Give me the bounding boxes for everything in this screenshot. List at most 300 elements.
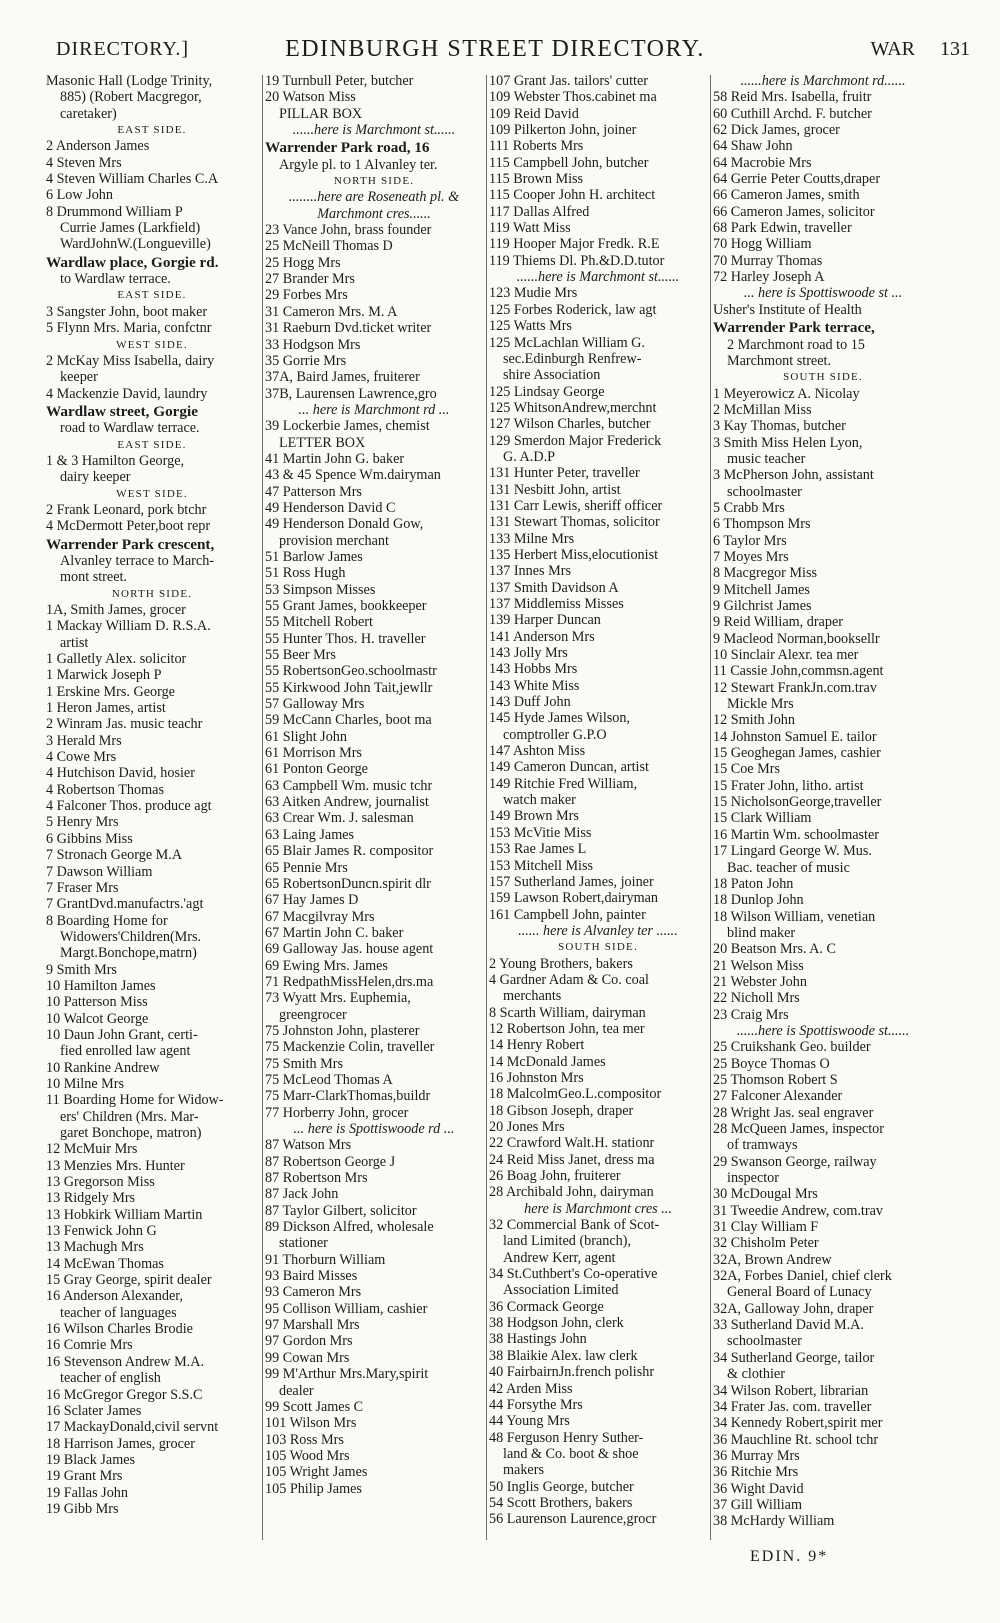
directory-entry: 6 Thompson Mrs [713, 516, 811, 533]
street-heading: Wardlaw street, Gorgie [46, 403, 198, 420]
directory-entry: 119 Watt Miss [489, 220, 571, 237]
entry-continuation: Marchmont street. [727, 352, 832, 369]
directory-entry: 16 Johnston Mrs [489, 1069, 584, 1086]
directory-entry: 61 Slight John [265, 728, 347, 745]
directory-entry: 43 & 45 Spence Wm.dairyman [265, 467, 441, 484]
directory-entry: 25 Cruikshank Geo. builder [713, 1039, 871, 1056]
directory-entry: 97 Gordon Mrs [265, 1333, 353, 1350]
entry-continuation: road to Wardlaw terrace. [60, 420, 200, 437]
directory-entry: 15 Gray George, spirit dealer [46, 1272, 212, 1289]
directory-entry: 36 Cormack George [489, 1298, 604, 1315]
directory-entry: 25 McNeill Thomas D [265, 238, 393, 255]
directory-entry: 19 Grant Mrs [46, 1468, 123, 1485]
directory-entry: 25 Thomson Robert S [713, 1071, 838, 1088]
directory-entry: 12 Smith John [713, 712, 795, 729]
directory-entry: 4 McDermott Peter,boot repr [46, 518, 211, 535]
directory-entry: 139 Harper Duncan [489, 612, 601, 629]
directory-entry: 105 Wright James [265, 1464, 368, 1481]
directory-entry: 4 Gardner Adam & Co. coal [489, 971, 649, 988]
side-heading: NORTH SIDE. [111, 587, 193, 600]
directory-entry: 23 Craig Mrs [713, 1006, 789, 1023]
directory-entry: 153 Mitchell Miss [489, 857, 594, 874]
directory-entry: 3 Kay Thomas, butcher [713, 418, 846, 435]
entry-continuation: General Board of Lunacy [727, 1284, 872, 1301]
page-number: WAR 131 [870, 38, 970, 60]
directory-entry: 27 Brander Mrs [265, 271, 355, 288]
directory-entry: 99 Scott James C [265, 1398, 364, 1415]
directory-entry: 17 Lingard George W. Mus. [713, 843, 872, 860]
entry-continuation: WardJohnW.(Longueville) [60, 236, 211, 253]
directory-entry: 16 Wilson Charles Brodie [46, 1321, 193, 1338]
cross-street-note: ......here is Spottiswoode st...... [736, 1022, 910, 1039]
directory-entry: 29 Forbes Mrs [265, 287, 348, 304]
directory-entry: 1 Mackay William D. R.S.A. [46, 618, 211, 635]
entry-continuation: fied enrolled law agent [60, 1043, 191, 1060]
entry-continuation: Andrew Kerr, agent [503, 1249, 616, 1266]
directory-entry: 38 Hastings John [489, 1331, 587, 1348]
directory-entry: 64 Shaw John [713, 138, 793, 155]
directory-entry: 55 Kirkwood John Tait,jewllr [265, 679, 433, 696]
directory-entry: 131 Stewart Thomas, solicitor [489, 514, 660, 531]
directory-entry: 19 Fallas John [46, 1484, 128, 1501]
directory-entry: 149 Cameron Duncan, artist [489, 759, 649, 776]
directory-entry: 125 WhitsonAndrew,merchnt [489, 399, 657, 416]
cross-street-note: ........here are Roseneath pl. & [288, 189, 460, 206]
directory-entry: 18 Dunlop John [713, 892, 804, 909]
directory-entry: 123 Mudie Mrs [489, 285, 578, 302]
side-heading: WEST SIDE. [116, 338, 188, 351]
directory-entry: 19 Black James [46, 1451, 136, 1468]
directory-entry: 63 Aitken Andrew, journalist [265, 794, 429, 811]
directory-entry: 2 McKay Miss Isabella, dairy [46, 352, 215, 369]
directory-entry: 58 Reid Mrs. Isabella, fruitr [713, 89, 872, 106]
directory-entry: 143 Jolly Mrs [489, 645, 568, 662]
directory-entry: 13 Gregorson Miss [46, 1174, 155, 1191]
directory-entry: 5 Flynn Mrs. Maria, confctnr [46, 320, 212, 337]
entry-continuation: Widowers'Children(Mrs. [60, 928, 202, 945]
directory-entry: 149 Brown Mrs [489, 808, 579, 825]
directory-entry: 15 Coe Mrs [713, 761, 780, 778]
directory-entry: 55 Beer Mrs [265, 647, 336, 664]
entry-continuation: caretaker) [60, 105, 117, 122]
directory-entry: 67 Hay James D [265, 892, 359, 909]
directory-entry: 4 Falconer Thos. produce agt [46, 798, 212, 815]
directory-entry: 66 Cameron James, smith [713, 187, 860, 204]
directory-entry: 30 McDougal Mrs [713, 1186, 818, 1203]
directory-entry: 6 Low John [46, 187, 113, 204]
directory-entry: 15 Geoghegan James, cashier [713, 745, 881, 762]
directory-entry: Usher's Institute of Health [713, 301, 862, 318]
directory-entry: 153 Rae James L [489, 841, 587, 858]
cross-street-note: ......here is Marchmont st...... [516, 269, 680, 286]
directory-entry: 24 Reid Miss Janet, dress ma [489, 1151, 655, 1168]
directory-entry: 105 Philip James [265, 1480, 362, 1497]
directory-entry: 2 Winram Jas. music teachr [46, 716, 203, 733]
directory-entry: 37B, Laurensen Lawrence,gro [265, 385, 437, 402]
directory-entry: 14 Henry Robert [489, 1037, 585, 1054]
directory-entry: 28 Archibald John, dairyman [489, 1184, 654, 1201]
entry-continuation: Alvanley terrace to March- [60, 552, 215, 569]
directory-entry: 9 Gilchrist James [713, 598, 812, 614]
directory-entry: 131 Nesbitt John, artist [489, 481, 621, 498]
directory-entry: 10 Daun John Grant, certi- [46, 1026, 198, 1043]
directory-entry: 12 McMuir Mrs [46, 1141, 138, 1158]
directory-entry: 15 Clark William [713, 810, 812, 827]
directory-entry: 95 Collison William, cashier [265, 1300, 428, 1317]
directory-entry: 145 Hyde James Wilson, [489, 710, 631, 727]
entry-continuation: schoolmaster [727, 483, 802, 500]
directory-entry: 20 Beatson Mrs. A. C [713, 941, 836, 958]
directory-entry: 6 Taylor Mrs [713, 532, 787, 549]
directory-entry: 137 Smith Davidson A [489, 579, 619, 596]
directory-entry: 66 Cameron James, solicitor [713, 203, 875, 220]
directory-entry: 69 Galloway Jas. house agent [265, 941, 434, 958]
directory-entry: 47 Patterson Mrs [265, 483, 362, 500]
directory-entry: 135 Herbert Miss,elocutionist [489, 546, 659, 563]
directory-entry: 54 Scott Brothers, bakers [489, 1494, 633, 1511]
directory-entry: 32 Commercial Bank of Scot- [489, 1217, 660, 1234]
directory-entry: 7 Stronach George M.A [46, 847, 183, 864]
directory-entry: 75 Mackenzie Colin, traveller [265, 1039, 435, 1056]
directory-entry: 10 Sinclair Alexr. tea mer [713, 647, 859, 664]
directory-entry: 3 Smith Miss Helen Lyon, [713, 434, 863, 451]
entry-continuation: stationer [279, 1235, 328, 1252]
column-divider [710, 75, 711, 1540]
side-heading: EAST SIDE. [117, 438, 187, 451]
directory-entry: 31 Raeburn Dvd.ticket writer [265, 320, 432, 337]
directory-entry: 70 Murray Thomas [713, 252, 823, 269]
directory-entry: 127 Wilson Charles, butcher [489, 416, 651, 433]
directory-entry: 115 Campbell John, butcher [489, 154, 649, 171]
street-heading: Warrender Park road, 16 [265, 140, 430, 157]
directory-entry: 143 White Miss [489, 677, 580, 694]
directory-entry: 99 Cowan Mrs [265, 1349, 350, 1366]
directory-entry: 161 Campbell John, painter [489, 906, 646, 923]
directory-entry: 31 Tweedie Andrew, com.trav [713, 1202, 883, 1219]
directory-entry: 28 McQueen James, inspector [713, 1121, 884, 1137]
directory-entry: 125 McLachlan William G. [489, 334, 645, 351]
directory-entry: 18 Paton John [713, 875, 794, 892]
directory-entry: 8 Boarding Home for [46, 912, 168, 929]
directory-entry: 31 Clay William F [713, 1219, 819, 1236]
entry-continuation: Association Limited [503, 1282, 619, 1299]
directory-entry: 117 Dallas Alfred [489, 203, 590, 220]
directory-entry: 1 Heron James, artist [46, 700, 166, 717]
entry-continuation: greengrocer [279, 1006, 347, 1023]
directory-entry: 10 Milne Mrs [46, 1075, 125, 1092]
directory-entry: 61 Ponton George [265, 761, 368, 778]
directory-entry: 39 Lockerbie James, chemist [265, 418, 430, 435]
directory-entry: 64 Gerrie Peter Coutts,draper [713, 171, 881, 188]
entry-continuation: land & Co. boot & shoe [503, 1445, 639, 1462]
directory-entry: 10 Walcot George [46, 1010, 149, 1027]
column-3 [489, 73, 707, 1543]
entry-continuation: Argyle pl. to 1 Alvanley ter. [279, 156, 438, 173]
directory-entry: 63 Laing James [265, 826, 355, 843]
directory-entry: 57 Galloway Mrs [265, 696, 365, 713]
directory-entry: 65 Blair James R. compositor [265, 843, 434, 860]
directory-entry: 18 Wilson William, venetian [713, 908, 876, 925]
entry-continuation: 2 Marchmont road to 15 [727, 336, 865, 353]
directory-entry: 22 Nicholl Mrs [713, 990, 800, 1007]
directory-entry: Masonic Hall (Lodge Trinity, [46, 73, 213, 89]
directory-entry: 2 Anderson James [46, 138, 150, 155]
directory-entry: 93 Baird Misses [265, 1268, 358, 1285]
entry-continuation: Currie James (Larkfield) [60, 220, 201, 237]
directory-entry: 68 Park Edwin, traveller [713, 220, 852, 237]
directory-entry: 87 Jack John [265, 1186, 339, 1203]
cross-street-note: ... here is Spottiswoode st ... [743, 285, 903, 302]
directory-entry: 149 Ritchie Fred William, [489, 775, 638, 792]
directory-entry: 1A, Smith James, grocer [46, 602, 186, 618]
entry-continuation: ers' Children (Mrs. Mar- [60, 1108, 199, 1125]
directory-entry: 63 Crear Wm. J. salesman [265, 810, 414, 827]
directory-entry: 157 Sutherland James, joiner [489, 873, 654, 890]
directory-entry: 125 Watts Mrs [489, 318, 572, 335]
entry-continuation: comptroller G.P.O [503, 726, 607, 743]
directory-entry: 49 Henderson David C [265, 499, 396, 516]
directory-entry: 25 Boyce Thomas O [713, 1055, 830, 1072]
directory-entry: 33 Sutherland David M.A. [713, 1317, 864, 1334]
directory-entry: 8 Drummond William P [46, 203, 183, 220]
directory-entry: 18 MalcolmGeo.L.compositor [489, 1086, 662, 1103]
directory-entry: 31 Cameron Mrs. M. A [265, 303, 398, 320]
directory-entry: 119 Thiems Dl. Ph.&D.D.tutor [489, 252, 665, 269]
column-4 [713, 73, 933, 1543]
directory-entry: 125 Lindsay George [489, 383, 605, 400]
directory-entry: 65 Pennie Mrs [265, 859, 348, 876]
entry-continuation: dealer [279, 1382, 314, 1399]
cross-street-note: here is Marchmont cres ... [524, 1200, 672, 1217]
directory-entry: 16 McGregor Gregor S.S.C [46, 1386, 203, 1403]
directory-entry: 14 Johnston Samuel E. tailor [713, 728, 877, 745]
directory-entry: 125 Forbes Roderick, law agt [489, 301, 657, 318]
cross-street-note: ... here is Marchmont rd ... [298, 401, 450, 418]
directory-entry: 87 Taylor Gilbert, solicitor [265, 1202, 417, 1219]
directory-entry: 55 Grant James, bookkeeper [265, 598, 427, 614]
directory-entry: 89 Dickson Alfred, wholesale [265, 1219, 434, 1236]
directory-entry: 23 Vance John, brass founder [265, 222, 432, 239]
directory-entry: 87 Robertson Mrs [265, 1170, 368, 1187]
directory-entry: 65 RobertsonDuncn.spirit dlr [265, 875, 431, 892]
entry-continuation: & clothier [727, 1366, 785, 1383]
entry-continuation: to Wardlaw terrace. [60, 271, 171, 288]
directory-entry: 42 Arden Miss [489, 1380, 573, 1397]
directory-entry: 32 Chisholm Peter [713, 1235, 819, 1252]
entry-continuation: 885) (Robert Macgregor, [60, 89, 202, 106]
directory-entry: 18 Gibson Joseph, draper [489, 1102, 634, 1119]
directory-entry: 9 Mitchell James [713, 581, 810, 598]
directory-entry: 109 Webster Thos.cabinet ma [489, 89, 657, 106]
directory-entry: 59 McCann Charles, boot ma [265, 712, 432, 729]
directory-entry: 4 Steven Mrs [46, 154, 122, 171]
side-heading: SOUTH SIDE. [558, 941, 638, 954]
directory-entry: 15 Frater John, litho. artist [713, 777, 864, 794]
directory-entry: 27 Falconer Alexander [713, 1088, 843, 1105]
street-heading: Wardlaw place, Gorgie rd. [46, 254, 219, 271]
directory-entry: 11 Cassie John,commsn.agent [713, 663, 884, 680]
column-2 [265, 73, 483, 1543]
entry-continuation: Mickle Mrs [727, 696, 794, 713]
directory-entry: 67 Martin John C. baker [265, 924, 404, 941]
directory-entry: 109 Pilkerton John, joiner [489, 122, 637, 139]
directory-entry: 1 Galletly Alex. solicitor [46, 651, 187, 668]
entry-continuation: watch maker [503, 792, 576, 809]
directory-entry: 91 Thorburn William [265, 1251, 386, 1268]
directory-entry: 101 Wilson Mrs [265, 1415, 357, 1432]
cross-street-note: Marchmont cres...... [317, 205, 431, 222]
directory-entry: 34 Kennedy Robert,spirit mer [713, 1415, 883, 1432]
directory-entry: 9 Smith Mrs [46, 961, 117, 978]
directory-entry: 5 Henry Mrs [46, 814, 119, 831]
directory-entry: 38 McHardy William [713, 1513, 835, 1530]
directory-entry: 37A, Baird James, fruiterer [265, 369, 420, 386]
directory-entry: 75 McLeod Thomas A [265, 1071, 393, 1088]
directory-entry: 26 Boag John, fruiterer [489, 1168, 621, 1185]
directory-entry: 36 Mauchline Rt. school tchr [713, 1431, 879, 1448]
directory-entry: 75 Smith Mrs [265, 1055, 344, 1072]
directory-entry: 12 Robertson John, tea mer [489, 1020, 645, 1037]
directory-entry: 131 Carr Lewis, sheriff officer [489, 497, 663, 514]
directory-entry: 34 St.Cuthbert's Co-operative [489, 1266, 658, 1283]
directory-entry: 2 Frank Leonard, pork btchr [46, 501, 207, 518]
cross-street-note: ......here is Marchmont st...... [292, 122, 456, 139]
directory-entry: 55 RobertsonGeo.schoolmastr [265, 663, 437, 680]
directory-entry: 34 Sutherland George, tailor [713, 1349, 875, 1366]
directory-entry: 63 Campbell Wm. music tchr [265, 777, 433, 794]
directory-entry: 73 Wyatt Mrs. Euphemia, [265, 990, 411, 1007]
directory-entry: 7 Moyes Mrs [713, 548, 789, 565]
directory-entry: 61 Morrison Mrs [265, 745, 362, 762]
directory-entry: 19 Turnbull Peter, butcher [265, 73, 414, 89]
directory-entry: 36 Murray Mrs [713, 1447, 800, 1464]
directory-entry: 147 Ashton Miss [489, 743, 586, 760]
directory-entry: 53 Simpson Misses [265, 581, 376, 598]
entry-continuation: land Limited (branch), [503, 1233, 632, 1250]
directory-entry: 29 Swanson George, railway [713, 1153, 877, 1170]
directory-entry: 4 Steven William Charles C.A [46, 171, 219, 188]
directory-entry: 13 Menzies Mrs. Hunter [46, 1157, 185, 1174]
directory-entry: 25 Hogg Mrs [265, 254, 341, 271]
directory-entry: 129 Smerdon Major Frederick [489, 432, 662, 449]
running-head-section: DIRECTORY.] [56, 38, 190, 60]
directory-entry: 143 Duff John [489, 694, 571, 711]
directory-entry: 16 Stevenson Andrew M.A. [46, 1353, 205, 1370]
directory-entry: 1 Erskine Mrs. George [46, 683, 175, 700]
entry-continuation: teacher of languages [60, 1304, 177, 1321]
directory-entry: 36 Wight David [713, 1480, 804, 1497]
side-heading: NORTH SIDE. [333, 175, 415, 188]
directory-entry: 38 Blaikie Alex. law clerk [489, 1347, 638, 1364]
side-heading: WEST SIDE. [116, 487, 188, 500]
directory-entry: 2 Young Brothers, bakers [489, 955, 633, 972]
directory-entry: 62 Dick James, grocer [713, 122, 840, 139]
directory-entry: 48 Ferguson Henry Suther- [489, 1429, 644, 1446]
directory-entry: 6 Gibbins Miss [46, 830, 133, 847]
directory-entry: 21 Welson Miss [713, 957, 804, 974]
directory-entry: 4 Hutchison David, hosier [46, 765, 195, 782]
directory-entry: 87 Robertson George J [265, 1153, 396, 1170]
directory-entry: 115 Brown Miss [489, 171, 584, 188]
directory-entry: 50 Inglis George, butcher [489, 1478, 634, 1495]
entry-continuation: PILLAR BOX [279, 105, 363, 122]
directory-entry: 87 Watson Mrs [265, 1137, 352, 1154]
directory-entry: 71 RedpathMissHelen,drs.ma [265, 973, 434, 990]
directory-entry: 60 Cuthill Archd. F. butcher [713, 105, 872, 122]
directory-entry: 14 McDonald James [489, 1053, 606, 1070]
signature-mark: EDIN. 9* [750, 1548, 829, 1565]
side-heading: EAST SIDE. [117, 289, 187, 302]
directory-entry: 105 Wood Mrs [265, 1447, 350, 1464]
entry-continuation: merchants [503, 988, 562, 1005]
column-divider [486, 75, 487, 1540]
directory-entry: 33 Hodgson Mrs [265, 336, 361, 353]
directory-entry: 109 Reid David [489, 105, 579, 122]
entry-continuation: Margt.Bonchope,matrn) [60, 945, 197, 962]
directory-entry: 1 & 3 Hamilton George, [46, 452, 185, 469]
directory-entry: 19 Gibb Mrs [46, 1500, 119, 1517]
page-title: EDINBURGH STREET DIRECTORY. [285, 36, 705, 62]
directory-entry: 77 Horberry John, grocer [265, 1104, 409, 1121]
directory-entry: 107 Grant Jas. tailors' cutter [489, 73, 648, 89]
directory-entry: 4 Cowe Mrs [46, 749, 117, 766]
side-heading: SOUTH SIDE. [783, 371, 863, 384]
directory-entry: 41 Martin John G. baker [265, 450, 405, 467]
directory-entry: 75 Johnston John, plasterer [265, 1022, 420, 1039]
entry-continuation: dairy keeper [60, 469, 131, 486]
directory-entry: 51 Barlow James [265, 548, 363, 565]
directory-entry: 8 Macgregor Miss [713, 565, 818, 582]
directory-entry: 55 Mitchell Robert [265, 614, 373, 631]
directory-entry: 2 McMillan Miss [713, 401, 812, 418]
directory-entry: 32A, Forbes Daniel, chief clerk [713, 1268, 892, 1285]
directory-entry: 55 Hunter Thos. H. traveller [265, 630, 426, 647]
directory-entry: 18 Harrison James, grocer [46, 1435, 195, 1452]
directory-entry: 5 Crabb Mrs [713, 499, 785, 516]
directory-entry: 93 Cameron Mrs [265, 1284, 362, 1301]
directory-entry: 64 Macrobie Mrs [713, 154, 812, 171]
directory-entry: 20 Watson Miss [265, 89, 356, 106]
directory-entry: 34 Frater Jas. com. traveller [713, 1398, 872, 1415]
directory-entry: 1 Marwick Joseph P [46, 667, 162, 684]
entry-continuation: Bac. teacher of music [727, 859, 850, 876]
directory-entry: 12 Stewart FrankJn.com.trav [713, 679, 877, 696]
directory-entry: 7 Dawson William [46, 863, 153, 880]
directory-entry: 103 Ross Mrs [265, 1431, 344, 1448]
directory-entry: 137 Innes Mrs [489, 563, 571, 580]
directory-entry: 11 Boarding Home for Widow- [46, 1092, 224, 1109]
entry-continuation: provision merchant [279, 532, 389, 549]
side-heading: EAST SIDE. [117, 124, 187, 137]
directory-entry: 9 Reid William, draper [713, 614, 843, 631]
directory-entry: 40 FairbairnJn.french polishr [489, 1364, 655, 1381]
directory-entry: 3 McPherson John, assistant [713, 467, 874, 484]
directory-entry: 13 Ridgely Mrs [46, 1190, 136, 1207]
directory-entry: 1 Meyerowicz A. Nicolay [713, 385, 860, 402]
directory-entry: 16 Anderson Alexander, [46, 1288, 183, 1305]
entry-continuation: G. A.D.P [503, 448, 556, 465]
directory-entry: 4 Robertson Thomas [46, 781, 164, 798]
directory-entry: 15 NicholsonGeorge,traveller [713, 794, 882, 811]
directory-entry: 9 Macleod Norman,booksellr [713, 630, 880, 647]
entry-continuation: LETTER BOX [279, 434, 366, 451]
directory-entry: 10 Patterson Miss [46, 994, 148, 1011]
directory-entry: 13 Fenwick John G [46, 1223, 157, 1240]
directory-entry: 37 Gill William [713, 1496, 803, 1513]
entry-continuation: teacher of english [60, 1370, 161, 1387]
directory-entry: 21 Webster John [713, 973, 807, 990]
directory-entry: 7 Fraser Mrs [46, 879, 119, 896]
